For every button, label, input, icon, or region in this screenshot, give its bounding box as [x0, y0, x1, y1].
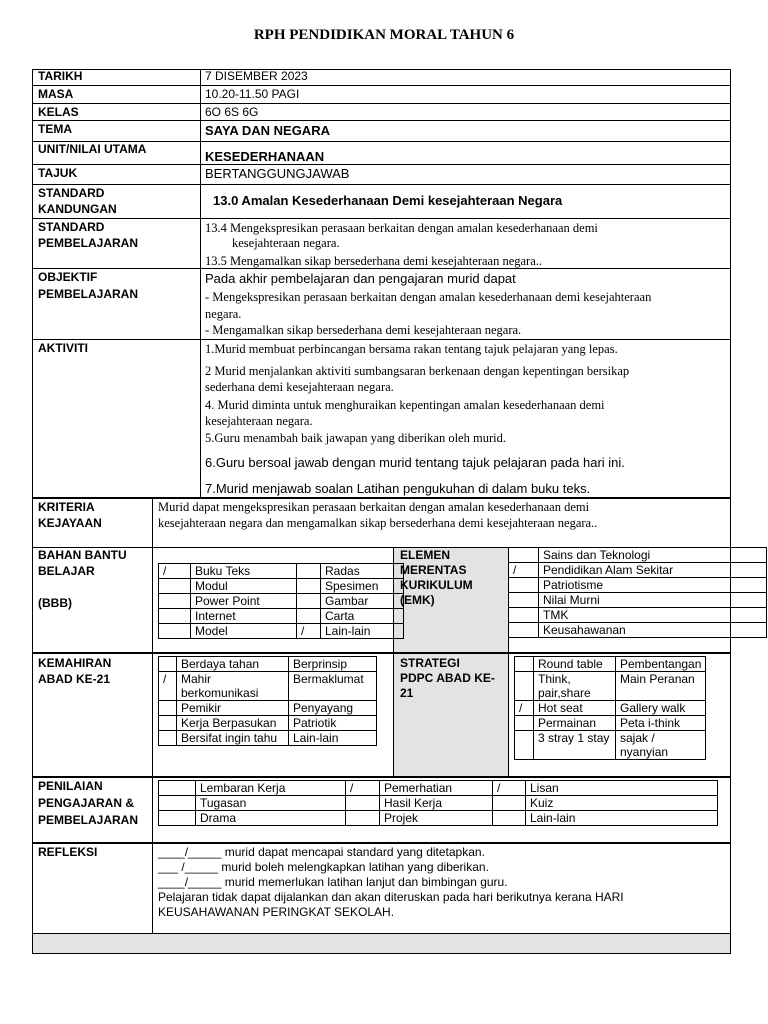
abad-item: Lain-lain: [289, 731, 377, 746]
abad-label-2: ABAD KE-21: [38, 672, 111, 686]
sp-label-2: PEMBELAJARAN: [38, 236, 139, 250]
table-row: [159, 624, 404, 639]
emk-item: TMK: [539, 608, 767, 623]
emk-item: Patriotisme: [539, 578, 767, 593]
kriteria-label-1: KRITERIA: [38, 500, 95, 514]
bbb-mark-2: /: [297, 624, 321, 639]
table-row: [159, 657, 377, 672]
emk-label-2: MERENTAS: [400, 563, 467, 577]
penilaian-label-2: PENGAJARAN &: [38, 796, 135, 810]
unit-label: UNIT/NILAI UTAMA: [38, 142, 147, 156]
penilaian-item: Tugasan: [196, 796, 346, 811]
penilaian-item: Pemerhatian: [380, 781, 493, 796]
abad-item: Patriotik: [289, 716, 377, 731]
aktiviti-2a: 2 Murid menjalankan aktiviti sumbangsaran berkenaan dengan kepentingan bersikap: [205, 364, 630, 378]
bbb-mark-2: [297, 579, 321, 594]
emk-table: [508, 547, 767, 638]
table-row: [509, 578, 767, 593]
abad-item: Kerja Berpasukan: [177, 716, 289, 731]
kelas-label: KELAS: [38, 105, 79, 119]
strategi-mark: [515, 672, 534, 701]
kelas-value: 6O 6S 6G: [205, 105, 259, 119]
abad-table: [158, 656, 377, 746]
sp-line-2: kesejahteraan negara.: [232, 236, 340, 250]
bbb-mark: [159, 624, 191, 639]
penilaian-table: [158, 780, 718, 826]
bbb-mark-2: [297, 609, 321, 624]
table-row: [515, 731, 706, 760]
penilaian-item: Hasil Kerja: [380, 796, 493, 811]
kriteria-line-2: kesejahteraan negara dan mengamalkan sikap bersederhana demi kesejahteraan negara..: [158, 516, 598, 530]
emk-label-4: (EMK): [400, 593, 435, 607]
table-row: [509, 563, 767, 578]
sp-label-1: STANDARD: [38, 220, 105, 234]
bbb-item: Model: [191, 624, 297, 639]
refleksi-footer-shade: [33, 934, 730, 953]
bbb-table: [158, 563, 404, 639]
bbb-mark: [159, 609, 191, 624]
abad-item: Bermaklumat: [289, 672, 377, 701]
bbb-item: Power Point: [191, 594, 297, 609]
masa-value: 10.20-11.50 PAGI: [205, 87, 300, 101]
penilaian-mark: [493, 811, 526, 826]
objektif-label-2: PEMBELAJARAN: [38, 287, 139, 301]
penilaian-item: Drama: [196, 811, 346, 826]
tajuk-value: BERTANGGUNGJAWAB: [205, 166, 350, 181]
strategi-item: Round table: [534, 657, 616, 672]
aktiviti-4b: kesejahteraan negara.: [205, 414, 313, 428]
penilaian-item: Lisan: [526, 781, 718, 796]
objektif-line-2: - Mengekspresikan perasaan berkaitan dengan amalan kesederhanaan demi kesejahteraan: [205, 290, 652, 304]
sp-line-1: 13.4 Mengekspresikan perasaan berkaitan dengan amalan kesederhanaan demi: [205, 221, 598, 235]
bbb-label-1: BAHAN BANTU: [38, 548, 127, 562]
emk-mark: [509, 623, 539, 638]
abad-mark: [159, 657, 177, 672]
bbb-item: Spesimen: [321, 579, 404, 594]
strategi-item: Gallery walk: [616, 701, 706, 716]
table-row: [509, 548, 767, 563]
strategi-item: Peta i-think: [616, 716, 706, 731]
penilaian-mark: /: [493, 781, 526, 796]
abad-mark: /: [159, 672, 177, 701]
page-title: RPH PENDIDIKAN MORAL TAHUN 6: [253, 27, 515, 43]
emk-mark: [509, 578, 539, 593]
abad-item: Bersifat ingin tahu: [177, 731, 289, 746]
bbb-item: Lain-lain: [321, 624, 404, 639]
aktiviti-1: 1.Murid membuat perbincangan bersama rakan tentang tajuk pelajaran yang lepas.: [205, 342, 618, 356]
penilaian-item: Kuiz: [526, 796, 718, 811]
table-row: [159, 594, 404, 609]
tarikh-value: 7 DISEMBER 2023: [205, 69, 308, 83]
bbb-item: Carta: [321, 609, 404, 624]
strategi-item: Permainan: [534, 716, 616, 731]
refleksi-line-4: Pelajaran tidak dapat dijalankan dan akan diteruskan pada hari berikutnya kerana HARI: [158, 890, 624, 904]
sk-label-2: KANDUNGAN: [38, 202, 117, 216]
aktiviti-5: 5.Guru menambah baik jawapan yang diberikan oleh murid.: [205, 431, 506, 445]
bbb-item: Internet: [191, 609, 297, 624]
bbb-label-2: BELAJAR: [38, 564, 95, 578]
tema-label: TEMA: [38, 122, 72, 136]
objektif-line-3: negara.: [205, 307, 242, 321]
emk-item: Nilai Murni: [539, 593, 767, 608]
emk-mark: /: [509, 563, 539, 578]
emk-label-1: ELEMEN: [400, 548, 451, 562]
table-row: [159, 701, 377, 716]
table-row: [159, 811, 718, 826]
bbb-mark: [159, 579, 191, 594]
bbb-label-3: (BBB): [38, 596, 72, 610]
penilaian-item: Lembaran Kerja: [196, 781, 346, 796]
bbb-mark-2: [297, 564, 321, 579]
penilaian-item: Lain-lain: [526, 811, 718, 826]
strategi-item: Main Peranan: [616, 672, 706, 701]
table-row: [509, 593, 767, 608]
emk-mark: [509, 608, 539, 623]
table-row: [509, 608, 767, 623]
emk-item: Keusahawanan: [539, 623, 767, 638]
penilaian-mark: /: [346, 781, 380, 796]
bbb-item: Buku Teks: [191, 564, 297, 579]
aktiviti-6: 6.Guru bersoal jawab dengan murid tentang tajuk pelajaran pada hari ini.: [205, 455, 625, 470]
strategi-item: Hot seat: [534, 701, 616, 716]
strategi-mark: [515, 716, 534, 731]
strategi-item: Think, pair,share: [534, 672, 616, 701]
aktiviti-2b: sederhana demi kesejahteraan negara.: [205, 380, 394, 394]
penilaian-mark: [346, 796, 380, 811]
refleksi-line-2: ___ /_____ murid boleh melengkapkan latihan yang diberikan.: [158, 860, 489, 874]
tarikh-label: TARIKH: [38, 69, 83, 83]
emk-mark: [509, 593, 539, 608]
objektif-line-4: - Mengamalkan sikap bersederhana demi kesejahteraan negara.: [205, 323, 522, 337]
refleksi-line-1: ____/_____ murid dapat mencapai standard yang ditetapkan.: [158, 845, 485, 859]
penilaian-mark: [346, 811, 380, 826]
emk-item: Sains dan Teknologi: [539, 548, 767, 563]
table-row: [159, 796, 718, 811]
table-row: [159, 564, 404, 579]
penilaian-label-3: PEMBELAJARAN: [38, 813, 139, 827]
sp-line-3: 13.5 Mengamalkan sikap bersederhana demi kesejahteraan negara..: [205, 254, 543, 268]
table-row: [159, 731, 377, 746]
table-row: [515, 657, 706, 672]
bbb-mark: /: [159, 564, 191, 579]
refleksi-label: REFLEKSI: [38, 845, 98, 859]
kriteria-line-1: Murid dapat mengekspresikan perasaan berkaitan dengan amalan kesederhanaan demi: [158, 500, 590, 514]
unit-value: KESEDERHANAAN: [205, 149, 325, 164]
tajuk-label: TAJUK: [38, 166, 78, 180]
strategi-item: 3 stray 1 stay: [534, 731, 616, 760]
masa-label: MASA: [38, 87, 74, 101]
table-row: [159, 781, 718, 796]
bbb-mark-2: [297, 594, 321, 609]
aktiviti-label: AKTIVITI: [38, 341, 88, 355]
tema-value: SAYA DAN NEGARA: [205, 123, 330, 138]
strategi-item: Pembentangan: [616, 657, 706, 672]
strategi-table: [514, 656, 706, 760]
refleksi-line-3: ____/_____ murid memerlukan latihan lanjut dan bimbingan guru.: [158, 875, 508, 889]
table-row: [509, 623, 767, 638]
emk-mark: [509, 548, 539, 563]
strategi-label-1: STRATEGI: [400, 656, 460, 670]
penilaian-item: Projek: [380, 811, 493, 826]
strategi-mark: [515, 731, 534, 760]
strategi-label-2: PDPC ABAD KE-: [400, 671, 495, 685]
abad-label-1: KEMAHIRAN: [38, 656, 112, 670]
table-row: [515, 716, 706, 731]
penilaian-label-1: PENILAIAN: [38, 779, 103, 793]
emk-item: Pendidikan Alam Sekitar: [539, 563, 767, 578]
sk-value: 13.0 Amalan Kesederhanaan Demi kesejahteraan Negara: [213, 193, 563, 208]
abad-item: Pemikir: [177, 701, 289, 716]
abad-mark: [159, 731, 177, 746]
objektif-label-1: OBJEKTIF: [38, 270, 98, 284]
bbb-item: Modul: [191, 579, 297, 594]
strategi-label-3: 21: [400, 686, 414, 700]
table-row: [159, 609, 404, 624]
kriteria-label-2: KEJAYAAN: [38, 516, 102, 530]
emk-label-3: KURIKULUM: [400, 578, 473, 592]
abad-item: Mahir berkomunikasi: [177, 672, 289, 701]
table-row: [515, 672, 706, 701]
table-row: [159, 716, 377, 731]
strategi-item: sajak / nyanyian: [616, 731, 706, 760]
bbb-item: Radas: [321, 564, 404, 579]
strategi-mark: /: [515, 701, 534, 716]
abad-mark: [159, 701, 177, 716]
table-row: [159, 579, 404, 594]
table-row: [515, 701, 706, 716]
abad-mark: [159, 716, 177, 731]
abad-item: Berprinsip: [289, 657, 377, 672]
refleksi-line-5: KEUSAHAWANAN PERINGKAT SEKOLAH.: [158, 905, 395, 919]
penilaian-mark: [493, 796, 526, 811]
abad-item: Penyayang: [289, 701, 377, 716]
aktiviti-7: 7.Murid menjawab soalan Latihan pengukuhan di dalam buku teks.: [205, 481, 591, 496]
objektif-line-1: Pada akhir pembelajaran dan pengajaran murid dapat: [205, 271, 516, 286]
aktiviti-4a: 4. Murid diminta untuk menghuraikan kepentingan amalan kesederhanaan demi: [205, 398, 605, 412]
sk-label-1: STANDARD: [38, 186, 105, 200]
bbb-mark: [159, 594, 191, 609]
label-column-divider: [200, 69, 201, 498]
bbb-item: Gambar: [321, 594, 404, 609]
table-row: [159, 672, 377, 701]
abad-item: Berdaya tahan: [177, 657, 289, 672]
strategi-mark: [515, 657, 534, 672]
